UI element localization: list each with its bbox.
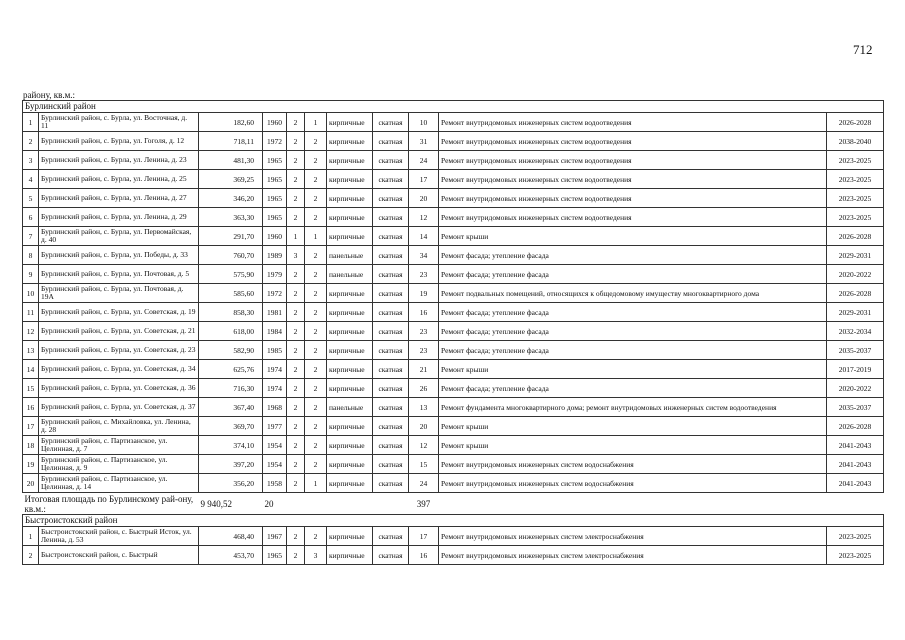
work-cell: Ремонт внутридомовых инженерных систем водоотведения	[439, 151, 827, 170]
table-row	[23, 189, 884, 208]
area-cell: 369,25	[199, 170, 263, 189]
work-cell: Ремонт фасада; утепление фасада	[439, 341, 827, 360]
units-cell: 15	[409, 455, 439, 474]
work-cell: Ремонт фасада; утепление фасада	[439, 265, 827, 284]
address-cell: Бурлинский район, с. Бурла, ул. Ленина, д. 23	[39, 151, 199, 170]
floors-cell: 2	[287, 436, 305, 455]
row-number: 3	[23, 151, 39, 170]
entrances-cell: 2	[305, 265, 327, 284]
row-number: 18	[23, 436, 39, 455]
period-cell: 2023-2025	[827, 189, 884, 208]
work-cell: Ремонт внутридомовых инженерных систем водоотведения	[439, 189, 827, 208]
row-number: 15	[23, 379, 39, 398]
entrances-cell: 1	[305, 227, 327, 246]
work-cell: Ремонт внутридомовых инженерных систем водоотведения	[439, 208, 827, 227]
work-cell: Ремонт внутридомовых инженерных систем водоотведения	[439, 132, 827, 151]
entrances-cell: 2	[305, 322, 327, 341]
year-cell: 1972	[263, 284, 287, 303]
floors-cell: 2	[287, 341, 305, 360]
period-cell: 2026-2028	[827, 227, 884, 246]
area-cell: 182,60	[199, 113, 263, 132]
period-cell: 2041-2043	[827, 474, 884, 493]
roof-cell: скатная	[373, 303, 409, 322]
roof-cell: скатная	[373, 474, 409, 493]
area-cell: 760,70	[199, 246, 263, 265]
year-cell: 1965	[263, 208, 287, 227]
address-cell: Бурлинский район, с. Бурла, ул. Ленина, д. 27	[39, 189, 199, 208]
year-cell: 1965	[263, 170, 287, 189]
floors-cell: 2	[287, 546, 305, 565]
address-cell: Бурлинский район, с. Бурла, ул. Почтовая, д. 19А	[39, 284, 199, 303]
period-cell: 2035-2037	[827, 341, 884, 360]
period-cell: 2041-2043	[827, 436, 884, 455]
entrances-cell: 2	[305, 360, 327, 379]
walls-cell: кирпичные	[327, 379, 373, 398]
year-cell: 1968	[263, 398, 287, 417]
table-row	[23, 170, 884, 189]
walls-cell: кирпичные	[327, 113, 373, 132]
walls-cell: кирпичные	[327, 341, 373, 360]
roof-cell: скатная	[373, 208, 409, 227]
row-number: 17	[23, 417, 39, 436]
floors-cell: 2	[287, 474, 305, 493]
work-cell: Ремонт внутридомовых инженерных систем водоотведения	[439, 170, 827, 189]
work-cell: Ремонт внутридомовых инженерных систем водоотведения	[439, 113, 827, 132]
period-cell: 2023-2025	[827, 546, 884, 565]
area-cell: 716,30	[199, 379, 263, 398]
area-cell: 397,20	[199, 455, 263, 474]
table-row	[23, 303, 884, 322]
units-cell: 20	[409, 417, 439, 436]
period-cell: 2032-2034	[827, 322, 884, 341]
address-cell: Бурлинский район, с. Партизанское, ул. Целинная, д. 7	[39, 436, 199, 455]
units-cell: 21	[409, 360, 439, 379]
work-cell: Ремонт фасада; утепление фасада	[439, 303, 827, 322]
section-header-row	[23, 101, 884, 113]
work-cell: Ремонт фундамента многоквартирного дома; ремонт внутридомовых инженерных систем водоотведения	[439, 398, 827, 417]
row-number: 14	[23, 360, 39, 379]
roof-cell: скатная	[373, 132, 409, 151]
area-cell: 453,70	[199, 546, 263, 565]
floors-cell: 2	[287, 189, 305, 208]
area-cell: 858,30	[199, 303, 263, 322]
row-number: 19	[23, 455, 39, 474]
table-row	[23, 527, 884, 546]
row-number: 7	[23, 227, 39, 246]
units-cell: 16	[409, 546, 439, 565]
row-number: 5	[23, 189, 39, 208]
roof-cell: скатная	[373, 379, 409, 398]
row-number: 2	[23, 132, 39, 151]
walls-cell: кирпичные	[327, 322, 373, 341]
floors-cell: 2	[287, 284, 305, 303]
units-cell: 17	[409, 527, 439, 546]
year-cell: 1958	[263, 474, 287, 493]
year-cell: 1960	[263, 113, 287, 132]
units-cell: 16	[409, 303, 439, 322]
address-cell: Бурлинский район, с. Бурла, ул. Ленина, д. 25	[39, 170, 199, 189]
walls-cell: кирпичные	[327, 151, 373, 170]
units-cell: 13	[409, 398, 439, 417]
address-cell: Бурлинский район, с. Бурла, ул. Гоголя, д. 12	[39, 132, 199, 151]
work-cell: Ремонт фасада; утепление фасада	[439, 246, 827, 265]
total-count: 20	[264, 498, 274, 509]
entrances-cell: 2	[305, 170, 327, 189]
area-cell: 369,70	[199, 417, 263, 436]
table-row	[23, 132, 884, 151]
table-row	[23, 113, 884, 132]
year-cell: 1965	[263, 189, 287, 208]
address-cell: Бурлинский район, с. Бурла, ул. Ленина, д. 29	[39, 208, 199, 227]
roof-cell: скатная	[373, 284, 409, 303]
walls-cell: кирпичные	[327, 417, 373, 436]
units-cell: 14	[409, 227, 439, 246]
floors-cell: 2	[287, 132, 305, 151]
row-number: 20	[23, 474, 39, 493]
period-cell: 2035-2037	[827, 398, 884, 417]
area-cell: 575,90	[199, 265, 263, 284]
table-row	[23, 436, 884, 455]
area-cell: 618,00	[199, 322, 263, 341]
walls-cell: кирпичные	[327, 227, 373, 246]
floors-cell: 2	[287, 527, 305, 546]
units-cell: 23	[409, 322, 439, 341]
address-cell: Бурлинский район, с. Бурла, ул. Советская, д. 21	[39, 322, 199, 341]
period-cell: 2023-2025	[827, 151, 884, 170]
entrances-cell: 2	[305, 379, 327, 398]
row-number: 8	[23, 246, 39, 265]
row-number: 2	[23, 546, 39, 565]
entrances-cell: 3	[305, 546, 327, 565]
units-cell: 31	[409, 132, 439, 151]
period-cell: 2041-2043	[827, 455, 884, 474]
work-cell: Ремонт фасада; утепление фасада	[439, 322, 827, 341]
year-cell: 1981	[263, 303, 287, 322]
roof-cell: скатная	[373, 417, 409, 436]
year-cell: 1972	[263, 132, 287, 151]
roof-cell: скатная	[373, 455, 409, 474]
work-cell: Ремонт крыши	[439, 417, 827, 436]
address-cell: Быстроистокский район, с. Быстрый	[39, 546, 199, 565]
walls-cell: кирпичные	[327, 360, 373, 379]
row-number: 1	[23, 527, 39, 546]
units-cell: 24	[409, 474, 439, 493]
entrances-cell: 1	[305, 474, 327, 493]
total-units: 397	[416, 498, 431, 509]
roof-cell: скатная	[373, 341, 409, 360]
walls-cell: кирпичные	[327, 208, 373, 227]
work-cell: Ремонт подвальных помещений, относящихся к общедомовому имуществу многоквартирного дома	[439, 284, 827, 303]
year-cell: 1977	[263, 417, 287, 436]
walls-cell: кирпичные	[327, 455, 373, 474]
area-cell: 718,11	[199, 132, 263, 151]
floors-cell: 2	[287, 265, 305, 284]
total-empty	[439, 493, 884, 515]
walls-cell: кирпичные	[327, 436, 373, 455]
walls-cell: панельные	[327, 265, 373, 284]
entrances-cell: 2	[305, 398, 327, 417]
area-cell: 346,20	[199, 189, 263, 208]
units-cell: 17	[409, 170, 439, 189]
units-cell: 19	[409, 284, 439, 303]
entrances-cell: 2	[305, 417, 327, 436]
table-row	[23, 360, 884, 379]
floors-cell: 2	[287, 170, 305, 189]
page-number: 712	[853, 42, 873, 57]
floors-cell: 2	[287, 455, 305, 474]
walls-cell: кирпичные	[327, 474, 373, 493]
table-row	[23, 208, 884, 227]
year-cell: 1984	[263, 322, 287, 341]
walls-cell: панельные	[327, 398, 373, 417]
table-row	[23, 265, 884, 284]
floors-cell: 2	[287, 398, 305, 417]
entrances-cell: 2	[305, 208, 327, 227]
period-cell: 2020-2022	[827, 265, 884, 284]
period-cell: 2026-2028	[827, 113, 884, 132]
floors-cell: 2	[287, 208, 305, 227]
section-title: Быстроистокский район	[23, 515, 884, 527]
address-cell: Бурлинский район, с. Бурла, ул. Почтовая, д. 5	[39, 265, 199, 284]
walls-cell: кирпичные	[327, 527, 373, 546]
roof-cell: скатная	[373, 360, 409, 379]
total-row	[23, 493, 884, 515]
address-cell: Бурлинский район, с. Бурла, ул. Советская, д. 34	[39, 360, 199, 379]
area-cell: 582,90	[199, 341, 263, 360]
row-number: 16	[23, 398, 39, 417]
year-cell: 1954	[263, 436, 287, 455]
work-cell: Ремонт фасада; утепление фасада	[439, 379, 827, 398]
units-cell: 34	[409, 246, 439, 265]
row-number: 11	[23, 303, 39, 322]
roof-cell: скатная	[373, 322, 409, 341]
year-cell: 1954	[263, 455, 287, 474]
period-cell: 2017-2019	[827, 360, 884, 379]
walls-cell: кирпичные	[327, 303, 373, 322]
work-cell: Ремонт крыши	[439, 227, 827, 246]
year-cell: 1960	[263, 227, 287, 246]
table-row	[23, 284, 884, 303]
walls-cell: кирпичные	[327, 284, 373, 303]
walls-cell: кирпичные	[327, 170, 373, 189]
row-number: 4	[23, 170, 39, 189]
section-title: Бурлинский район	[23, 101, 884, 113]
entrances-cell: 2	[305, 436, 327, 455]
area-cell: 468,40	[199, 527, 263, 546]
units-cell: 12	[409, 208, 439, 227]
row-number: 9	[23, 265, 39, 284]
area-cell: 367,40	[199, 398, 263, 417]
address-cell: Бурлинский район, с. Бурла, ул. Советская, д. 37	[39, 398, 199, 417]
table-row	[23, 341, 884, 360]
area-cell: 481,30	[199, 151, 263, 170]
table-row	[23, 398, 884, 417]
units-cell: 10	[409, 113, 439, 132]
row-number: 6	[23, 208, 39, 227]
table-row	[23, 417, 884, 436]
walls-cell: панельные	[327, 246, 373, 265]
roof-cell: скатная	[373, 436, 409, 455]
total-area: 9 940,52	[200, 498, 232, 509]
units-cell: 26	[409, 379, 439, 398]
area-cell: 356,20	[199, 474, 263, 493]
document-body	[22, 90, 883, 565]
floors-cell: 2	[287, 322, 305, 341]
year-cell: 1979	[263, 265, 287, 284]
roof-cell: скатная	[373, 151, 409, 170]
table-row	[23, 455, 884, 474]
entrances-cell: 2	[305, 284, 327, 303]
roof-cell: скатная	[373, 546, 409, 565]
address-cell: Бурлинский район, с. Бурла, ул. Советская, д. 19	[39, 303, 199, 322]
row-number: 1	[23, 113, 39, 132]
address-cell: Бурлинский район, с. Бурла, ул. Восточная, д. 11	[39, 113, 199, 132]
entrances-cell: 2	[305, 527, 327, 546]
roof-cell: скатная	[373, 189, 409, 208]
row-number: 12	[23, 322, 39, 341]
work-cell: Ремонт внутридомовых инженерных систем водоснабжения	[439, 474, 827, 493]
table-row	[23, 379, 884, 398]
floors-cell: 2	[287, 417, 305, 436]
floors-cell: 2	[287, 113, 305, 132]
roof-cell: скатная	[373, 227, 409, 246]
table-row	[23, 474, 884, 493]
work-cell: Ремонт крыши	[439, 360, 827, 379]
floors-cell: 2	[287, 379, 305, 398]
units-cell: 24	[409, 151, 439, 170]
entrances-cell: 2	[305, 132, 327, 151]
period-cell: 2029-2031	[827, 246, 884, 265]
entrances-cell: 2	[305, 303, 327, 322]
roof-cell: скатная	[373, 170, 409, 189]
period-cell: 2029-2031	[827, 303, 884, 322]
area-cell: 374,10	[199, 436, 263, 455]
units-cell: 23	[409, 341, 439, 360]
walls-cell: кирпичные	[327, 189, 373, 208]
year-cell: 1965	[263, 546, 287, 565]
area-cell: 585,60	[199, 284, 263, 303]
walls-cell: кирпичные	[327, 132, 373, 151]
row-number: 10	[23, 284, 39, 303]
year-cell: 1985	[263, 341, 287, 360]
address-cell: Бурлинский район, с. Михайловка, ул. Ленина, д. 28	[39, 417, 199, 436]
entrances-cell: 2	[305, 341, 327, 360]
table-row	[23, 151, 884, 170]
year-cell: 1989	[263, 246, 287, 265]
entrances-cell: 2	[305, 151, 327, 170]
table-row	[23, 322, 884, 341]
area-cell: 291,70	[199, 227, 263, 246]
entrances-cell: 2	[305, 189, 327, 208]
entrances-cell: 2	[305, 455, 327, 474]
work-cell: Ремонт внутридомовых инженерных систем водоснабжения	[439, 455, 827, 474]
floors-cell: 3	[287, 246, 305, 265]
address-cell: Бурлинский район, с. Бурла, ул. Победы, д. 33	[39, 246, 199, 265]
floors-cell: 2	[287, 303, 305, 322]
area-cell: 363,30	[199, 208, 263, 227]
address-cell: Быстроистокский район, с. Быстрый Исток, ул. Ленина, д. 53	[39, 527, 199, 546]
units-cell: 23	[409, 265, 439, 284]
year-cell: 1974	[263, 360, 287, 379]
table-row	[23, 546, 884, 565]
work-cell: Ремонт внутридомовых инженерных систем электроснабжения	[439, 527, 827, 546]
period-cell: 2026-2028	[827, 284, 884, 303]
period-cell: 2023-2025	[827, 208, 884, 227]
roof-cell: скатная	[373, 398, 409, 417]
period-cell: 2038-2040	[827, 132, 884, 151]
year-cell: 1967	[263, 527, 287, 546]
year-cell: 1965	[263, 151, 287, 170]
roof-cell: скатная	[373, 113, 409, 132]
header-tail: району, кв.м.:	[23, 90, 76, 100]
address-cell: Бурлинский район, с. Партизанское, ул. Целинная, д. 9	[39, 455, 199, 474]
table-row	[23, 227, 884, 246]
address-cell: Бурлинский район, с. Бурла, ул. Первомайская, д. 40	[39, 227, 199, 246]
entrances-cell: 2	[305, 246, 327, 265]
units-cell: 20	[409, 189, 439, 208]
floors-cell: 2	[287, 360, 305, 379]
floors-cell: 2	[287, 151, 305, 170]
period-cell: 2020-2022	[827, 379, 884, 398]
row-number: 13	[23, 341, 39, 360]
entrances-cell: 1	[305, 113, 327, 132]
area-cell: 625,76	[199, 360, 263, 379]
housing-table	[22, 100, 884, 565]
roof-cell: скатная	[373, 527, 409, 546]
period-cell: 2023-2025	[827, 527, 884, 546]
roof-cell: скатная	[373, 265, 409, 284]
period-cell: 2026-2028	[827, 417, 884, 436]
address-cell: Бурлинский район, с. Бурла, ул. Советская, д. 23	[39, 341, 199, 360]
address-cell: Бурлинский район, с. Бурла, ул. Советская, д. 36	[39, 379, 199, 398]
work-cell: Ремонт крыши	[439, 436, 827, 455]
year-cell: 1974	[263, 379, 287, 398]
units-cell: 12	[409, 436, 439, 455]
total-label: Итоговая площадь по Бурлинскому рай-ону, кв.м.:	[24, 493, 194, 514]
work-cell: Ремонт внутридомовых инженерных систем электроснабжения	[439, 546, 827, 565]
period-cell: 2023-2025	[827, 170, 884, 189]
table-row	[23, 246, 884, 265]
roof-cell: скатная	[373, 246, 409, 265]
floors-cell: 1	[287, 227, 305, 246]
address-cell: Бурлинский район, с. Партизанское, ул. Целинная, д. 14	[39, 474, 199, 493]
section-header-row	[23, 515, 884, 527]
walls-cell: кирпичные	[327, 546, 373, 565]
